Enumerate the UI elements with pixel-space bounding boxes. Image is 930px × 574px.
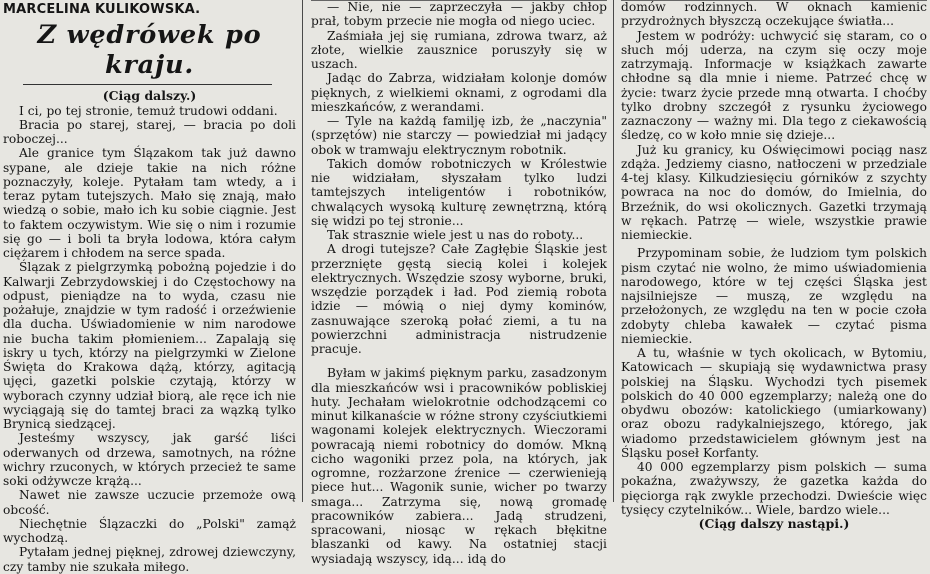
paragraph: Ale granice tym Ślązakom tak już dawno sypane, ale dzieje takie na nich różne poznaczyły, koleje. Pytałam tam wtedy, a i teraz pytam tutejszych. Mało się znają, mało wiedzą o sobie, mało ich ku sobie ciągnie. Jest to faktem oczywistym. Wie się o nim i rozumie się go — i boli ta bryła lodowa, która całym ciężarem i chłodem na serce spada. <box>3 146 296 260</box>
paragraph: Przypominam sobie, że ludziom tym polskich pism czytać nie wolno, że mimo uświadomienia narodowego, które w tej części Śląska jest najsilniejsze — muszą, ze względu na przełożonych, ze względu na ten w pocie czoła zdobyty chleba kawałek — czytać pisma niemieckie. <box>621 246 927 346</box>
paragraph: — Tyle na każdą familję izb, że „naczynia" (sprzętów) nie starczy — powiedział mi jadący obok w tramwaju elektrycznym robotnik. <box>311 114 607 157</box>
paragraph: Ślązak z pielgrzymką pobożną pojedzie i do Kalwarji Zebrzydowskiej i do Częstochowy na odpust, pieniądze na to wyda, czasu nie pożałuje, znajdzie w tym radość i orzeźwienie dla ducha. Uświadomienie w nim narodowe nie bucha takim płomieniem... Zapalają się iskry u tych, którzy na pielgrzymki w Zielone Święta do Krakowa dążą, którzy, agitacją ujęci, gazetki polskie czytają, którzy w wyborach czynny udział biorą, ale ręce ich nie wyciągają się do tamtej braci za wązką tylko Brynicą siedzącej. <box>3 260 296 431</box>
paragraph: Jestem w podróży: uchwycić się staram, co o słuch mój uderza, na czym się oczy moje zatrzymają. Informacje w książkach zawarte chłodne są dla mnie i nieme. Patrzeć chcę w życie: twarz życie przede mną otwarta. I choćby tylko drobny szczegół z rysunku życiowego zaznaczony — ważny mi. Dla tego z ciekawością śledzę, co w koło mnie się dzieje... <box>621 28 927 143</box>
paragraph: Już ku granicy, ku Oświęcimowi pociąg nasz zdąża. Jedziemy ciasno, natłoczeni w przedziale 4-tej klasy. Kilkudziesięciu górników z szychty powraca na noc do domów, do Imielnia, do Brzeźnik, do wsi okolicznych. Gazetki trzymają w rękach. Patrzę — wiele, wszystkie prawie niemieckie. <box>621 142 927 242</box>
title-rule <box>23 84 272 85</box>
column-1 <box>3 0 296 574</box>
column-divider <box>302 0 303 502</box>
column-divider <box>613 0 614 502</box>
paragraph: Nawet nie zawsze uczucie przemoże ową obcość. <box>3 488 296 517</box>
article-author: MARCELINA KULIKOWSKA. <box>3 2 201 17</box>
paragraph: Jesteśmy wszyscy, jak garść liści oderwanych od drzewa, samotnych, na różne wichry rzuconych, w których przecież te same soki odżywcze krążą... <box>3 431 296 488</box>
paragraph-continuation: domów rodzinnych. W oknach kamienic przydrożnych błyszczą oczekujące światła... <box>621 0 927 29</box>
paragraph: Takich domów robotniczych w Królestwie nie widziałam, słyszałam tylko ludzi tamtejszych inteligentów i robotników, chwalących wysoką kulturę zewnętrzną, którą się widzi po tej stronie... <box>311 156 607 228</box>
paragraph: Zaśmiała jej się rumiana, zdrowa twarz, aż złote, wielkie zausznice poruszyły się w uszach. <box>311 28 607 71</box>
paragraph: Bracia po starej, starej, — bracia po doli roboczej... <box>3 117 296 146</box>
paragraph: Byłam w jakimś pięknym parku, zasadzonym dla mieszkańców wsi i pracowników pobliskiej huty. Jechałam wielokrotnie odchodzącemi co minut kilkanaście w różne strony czyściutkiemi wagonami kolejek elektrycznych. Wieczorami powracają niemi robotnicy do domów. Mkną cicho wagoniki przez pola, na których, jak ogromne, rozżarzone źrenice — czerwienieją piece hut... Wagonik sunie, wicher po twarzy smaga... Zatrzyma się, nową gromadę pracowników zabiera... Jadą strudzeni, spracowani, niosąc w rękach błękitne blaszanki od kawy. Na ostatniej stacji wysiadają wszyscy, idą... idą do <box>311 366 607 566</box>
paragraph: Pytałam jednej pięknej, zdrowej dziewczyny, czy tamby nie szukała miłego. <box>3 545 296 574</box>
column-2 <box>311 0 607 566</box>
paragraph: A tu, właśnie w tych okolicach, w Bytomiu, Katowicach — skupiają się wydawnictwa prasy polskiej na Śląsku. Wychodzi tych pisemek polskich do 40 000 egzemplarzy; należą one do obydwu obozów: katolickiego (umiarkowany) oraz obozu radykalniejszego, którego, jak wiadomo przedstawicielem głównym jest na Śląsku poseł Korfanty. <box>621 346 927 460</box>
paragraph: 40 000 egzemplarzy pism polskich — suma pokaźna, zważywszy, że gazetka każda do pięciorga rąk zwykle przechodzi. Dwieście więc tysięcy czytelników... Wiele, bardzo wiele... <box>621 460 927 517</box>
continuation-note: (Ciąg dalszy nastąpi.) <box>698 516 850 531</box>
paragraph: A drogi tutejsze? Całe Zagłębie Śląskie jest przerznięte gęstą siecią kolei i kolejek elektrycznych. Wszędzie szosy wyborne, bruki, wszędzie porządek i ład. Pod ziemią robota idzie — mówią o niej dymy kominów, zasnuwające szeroką połać ziemi, a tu na powierzchni administracja nistrudzenie pracuje. <box>311 242 607 356</box>
article-title: Z wędrówek po kraju. <box>37 20 262 81</box>
paragraph: — Nie, nie — zaprzeczyła — jakby chłop prał, tobym przecie nie mogła od niego uciec. <box>311 0 607 29</box>
paragraph: I ci, po tej stronie, temuż trudowi oddani. <box>19 103 278 118</box>
section-gap <box>311 356 607 366</box>
article-subtitle: (Ciąg dalszy.) <box>102 88 197 104</box>
paragraph: Niechętnie Ślązaczki do „Polski" zamąż wychodzą. <box>3 516 296 545</box>
column-3 <box>621 0 927 531</box>
paragraph: Tak strasznie wiele jest u nas do roboty... <box>327 228 584 242</box>
paragraph: Jadąc do Zabrza, widziałam kolonje domów pięknych, z wielkiemi oknami, z ogrodami dla mieszkańców, z werandami. <box>311 71 607 114</box>
